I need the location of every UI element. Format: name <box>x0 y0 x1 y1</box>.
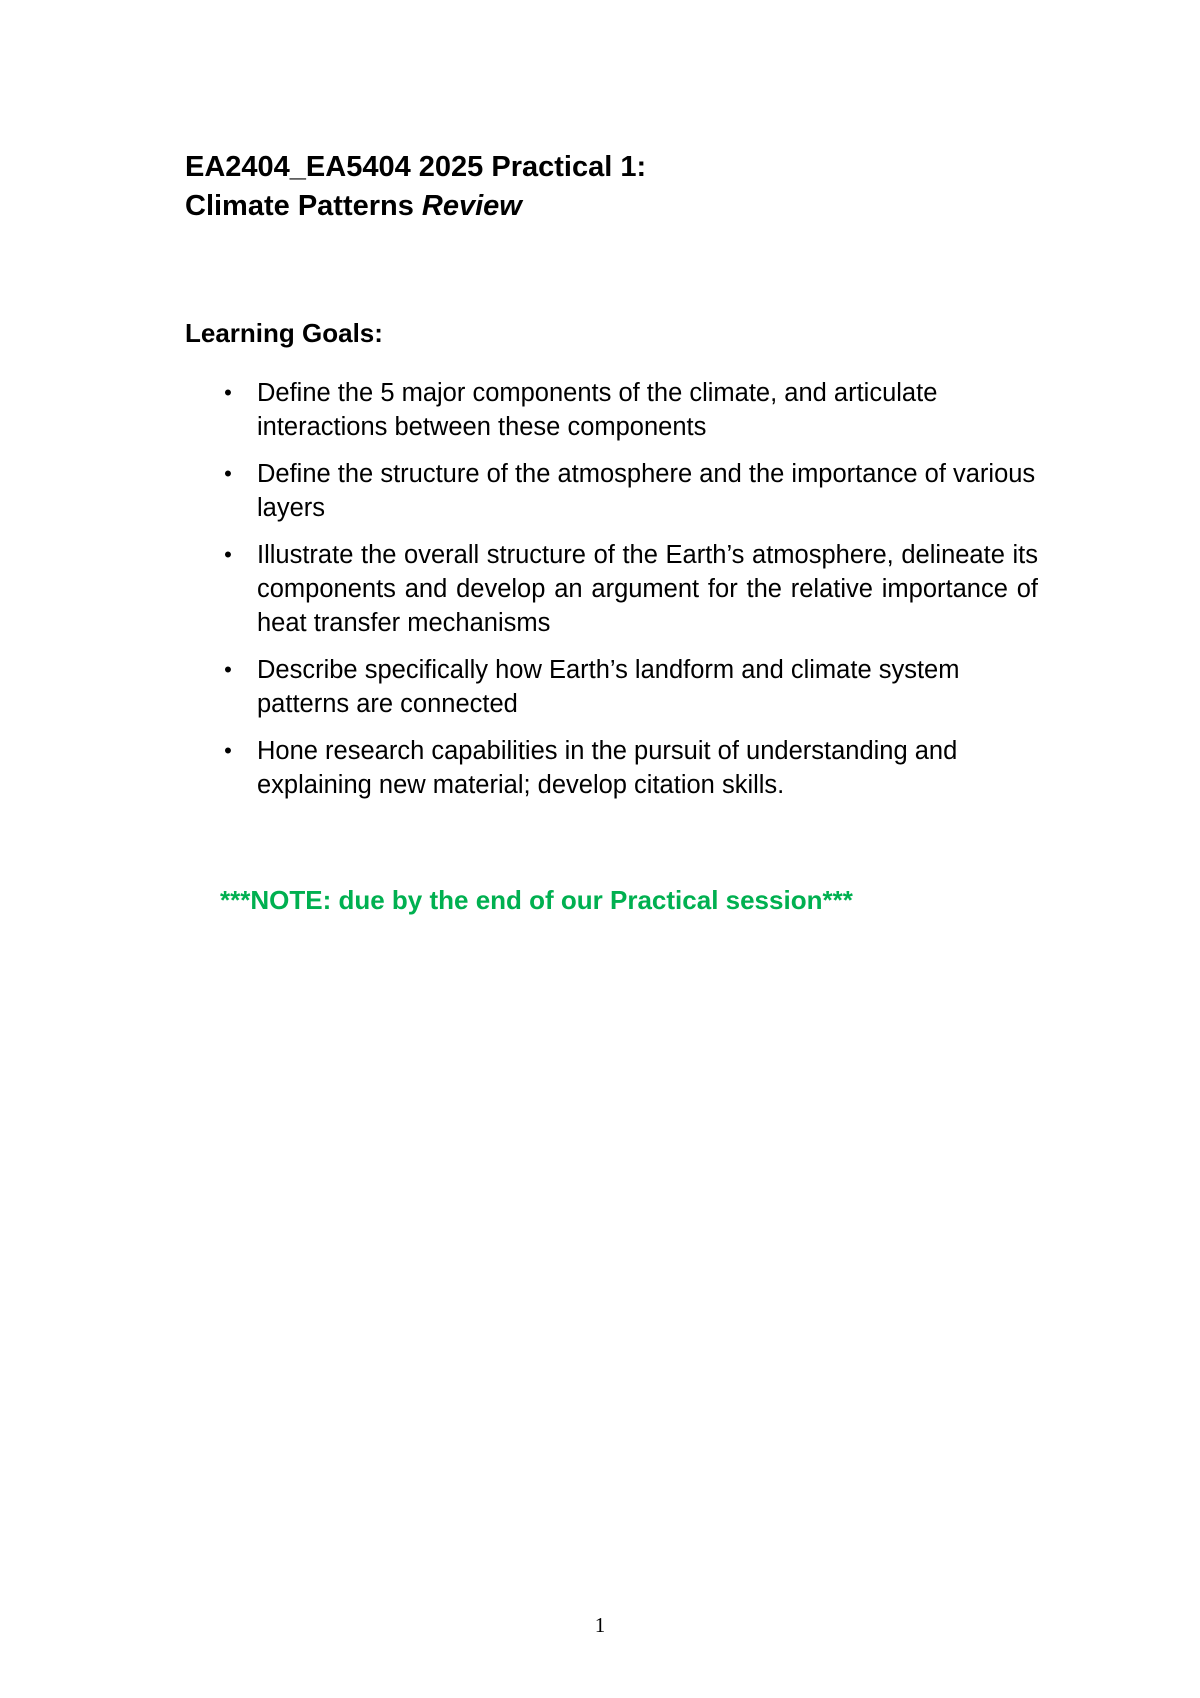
learning-goal-text: Describe specifically how Earth’s landform and climate system patterns are connected <box>257 656 960 718</box>
learning-goal-item <box>218 457 1038 525</box>
learning-goal-text: Define the structure of the atmosphere and the importance of various layers <box>257 460 1036 522</box>
learning-goal-item <box>218 734 1038 802</box>
learning-goals-heading: Learning Goals: <box>185 318 383 348</box>
title-line-2-italic: Review <box>421 190 522 222</box>
learning-goal-text: Hone research capabilities in the pursuit of understanding and explaining new material; develop citation skills. <box>257 737 958 799</box>
document-title <box>185 148 646 226</box>
learning-goals-list <box>218 376 1038 815</box>
page-number: 1 <box>594 1613 606 1637</box>
due-note: ***NOTE: due by the end of our Practical session*** <box>220 885 853 915</box>
learning-goal-text: Define the 5 major components of the climate, and articulate interactions between these components <box>257 379 938 441</box>
learning-goal-item <box>218 538 1038 640</box>
title-line-1: EA2404_EA5404 2025 Practical 1: <box>185 151 647 183</box>
bullet-icon: • <box>224 657 232 682</box>
title-line-2-regular: Climate Patterns <box>185 190 422 222</box>
bullet-icon: • <box>224 461 232 486</box>
learning-goal-item <box>218 653 1038 721</box>
bullet-icon: • <box>224 738 232 763</box>
bullet-icon: • <box>224 380 232 405</box>
bullet-icon: • <box>224 542 232 567</box>
learning-goal-text: Illustrate the overall structure of the Earth’s atmosphere, delineate its components and develop an argument for the relative importance of heat transfer mechanisms <box>257 541 1038 637</box>
learning-goal-item <box>218 376 1038 444</box>
title-line-2 <box>185 187 646 226</box>
